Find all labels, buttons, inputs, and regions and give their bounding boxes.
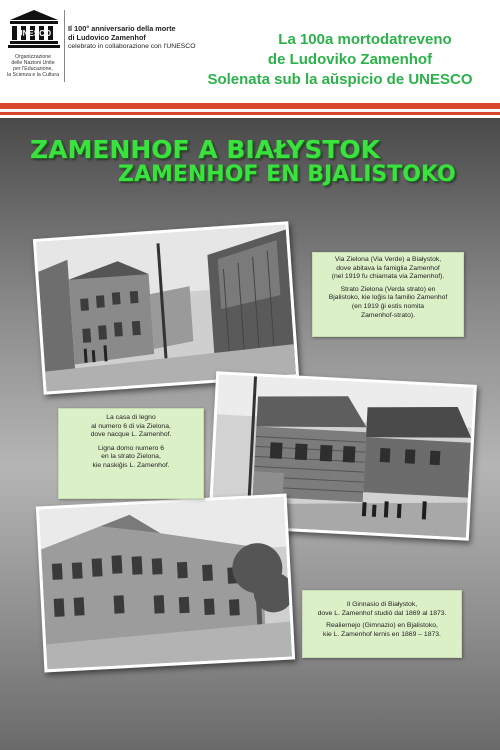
title-esperanto: ZAMENHOF EN BJALISTOKO bbox=[118, 162, 456, 187]
caption-italian: La casa di legno al numero 6 di via Zielona, dove nacque L. Zamenhof. bbox=[90, 414, 172, 439]
caption-esperanto: Ligna domo numero 6 en la strato Zielona, kie naskiĝis L. Zamenhof. bbox=[92, 444, 170, 469]
caption-wooden-house bbox=[58, 408, 204, 499]
caption-esperanto: Strato Zielona (Verda strato) en Bjalistoko, kie loĝis la familio Zamenhof (en 1919 ĝi estis nomita Zamenhof-strato). bbox=[328, 285, 448, 319]
anniversary-eo: La 100a mortodatreveno de Ludoviko Zamenhof Solenata sub la aŭspicio de UNESCO bbox=[207, 31, 473, 88]
unesco-caption: Organizzazione delle Nazioni Unite per l'Educazione, la Scienza e la Cultura bbox=[7, 54, 59, 78]
caption-italian: Via Zielona (Via Verde) a Białystok, dove abitava la famiglia Zamenhof (nel 1919 fu chiamata via Zamenhof). bbox=[331, 256, 445, 281]
photo-gymnasium bbox=[36, 494, 295, 673]
red-stripe-thin bbox=[0, 112, 500, 115]
red-stripe bbox=[0, 103, 500, 109]
caption-esperanto: Realiernejo (Gimnazio) en Bjalistoko, kie L. Zamenhof lernis en 1869 – 1873. bbox=[323, 622, 441, 638]
caption-zielona-street bbox=[312, 252, 464, 337]
anniversary-it: Il 100° anniversario della morte di Ludovico Zamenhof celebrato in collaborazione con l'UNESCO bbox=[68, 24, 196, 50]
photo-zielona-street bbox=[33, 221, 299, 394]
header bbox=[0, 0, 500, 100]
divider bbox=[64, 10, 65, 82]
caption-italian: Il Ginnasio di Białystok, dove L. Zamenhof studiò dal 1869 al 1873. bbox=[317, 601, 447, 617]
unesco-wordmark: UNESCO bbox=[16, 29, 52, 38]
unesco-temple-logo bbox=[6, 8, 62, 52]
title-italian: ZAMENHOF A BIAŁYSTOK bbox=[30, 135, 381, 164]
caption-gymnasium bbox=[302, 590, 462, 658]
